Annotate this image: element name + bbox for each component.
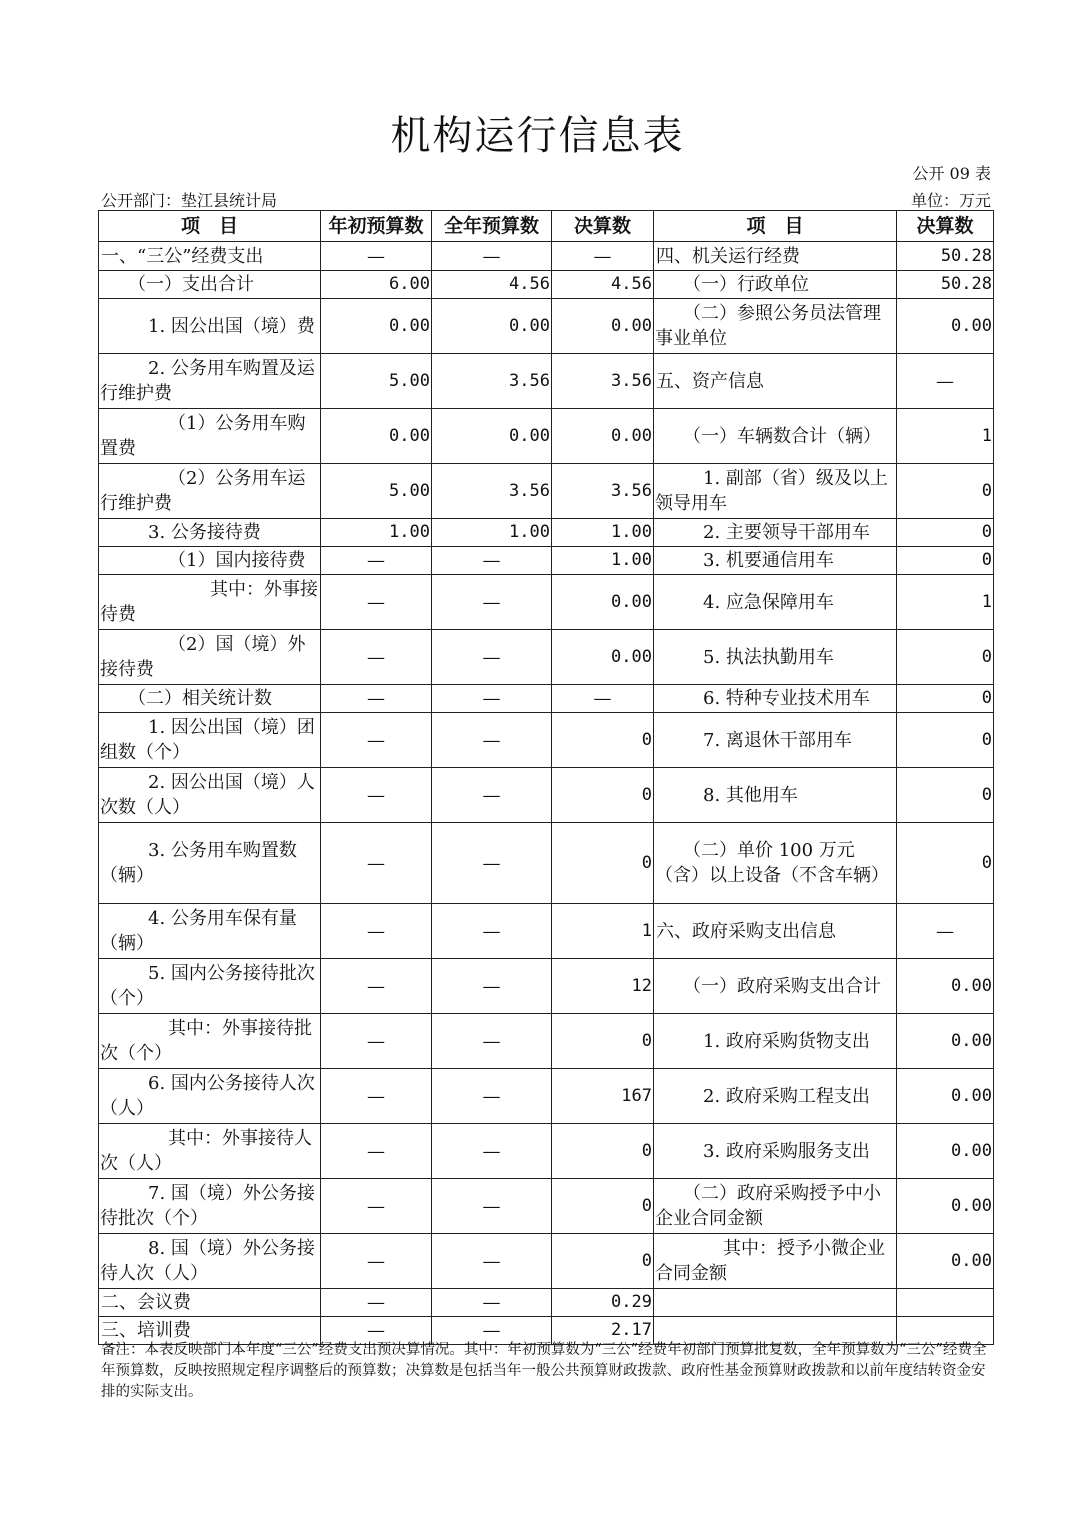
row-initial-budget: 5.00	[321, 354, 432, 409]
table-row	[99, 409, 994, 464]
row-initial-budget: —	[321, 685, 432, 713]
table-row	[99, 1289, 994, 1317]
row-item-right: 其中：授予小微企业合同金额	[654, 1234, 897, 1289]
table-row	[99, 354, 994, 409]
row-item-right: （二）单价 100 万元（含）以上设备（不含车辆）	[654, 823, 897, 904]
row-final-account: 0	[552, 1014, 654, 1069]
row-item-right: 五、资产信息	[654, 354, 897, 409]
row-initial-budget: —	[321, 1069, 432, 1124]
row-initial-budget: 5.00	[321, 464, 432, 519]
row-item-left: 6. 国内公务接待人次（人）	[99, 1069, 321, 1124]
footnote: 备注：本表反映部门本年度“三公”经费支出预决算情况。其中：年初预算数为“三公”经费年初部门预算批复数，全年预算数为“三公”经费全年预算数，反映按照规定程序调整后的预算数；决算数是包括当年一般公共预算财政拨款、政府性基金预算财政拨款和以前年度结转资金安排的实际支出。	[101, 1342, 987, 1400]
row-item-left: 3. 公务用车购置数（辆）	[99, 823, 321, 904]
row-item-right: （一）车辆数合计（辆）	[654, 409, 897, 464]
row-full-year-budget: —	[432, 685, 552, 713]
table-row	[99, 685, 994, 713]
row-item-left: 2. 因公出国（境）人次数（人）	[99, 768, 321, 823]
row-final-account: 0.00	[552, 575, 654, 630]
row-initial-budget: —	[321, 630, 432, 685]
table-row	[99, 904, 994, 959]
department-label: 公开部门：垫江县统计局	[101, 191, 278, 210]
row-final-account: 167	[552, 1069, 654, 1124]
row-item-right: 1. 副部（省）级及以上领导用车	[654, 464, 897, 519]
row-final-account: 2.17	[552, 1317, 654, 1345]
row-item-left: （1）公务用车购置费	[99, 409, 321, 464]
row-final-account-right: 0.00	[897, 1179, 994, 1234]
row-full-year-budget: 3.56	[432, 464, 552, 519]
row-full-year-budget: —	[432, 575, 552, 630]
row-initial-budget: 0.00	[321, 299, 432, 354]
row-item-right: （二）参照公务员法管理事业单位	[654, 299, 897, 354]
row-item-left: 2. 公务用车购置及运行维护费	[99, 354, 321, 409]
row-full-year-budget: 1.00	[432, 519, 552, 547]
row-full-year-budget: —	[432, 1014, 552, 1069]
row-final-account-right: 0.00	[897, 1124, 994, 1179]
row-final-account: 0	[552, 1234, 654, 1289]
row-initial-budget: —	[321, 1234, 432, 1289]
row-full-year-budget: —	[432, 823, 552, 904]
row-item-left: 7. 国（境）外公务接待批次（个）	[99, 1179, 321, 1234]
row-full-year-budget: —	[432, 630, 552, 685]
row-item-left: 其中：外事接待费	[99, 575, 321, 630]
row-final-account-right: 50.28	[897, 242, 994, 271]
unit-label: 单位：万元	[910, 191, 991, 210]
row-final-account: 0	[552, 1179, 654, 1234]
header-final-account-right: 决算数	[897, 211, 994, 242]
row-full-year-budget: —	[432, 242, 552, 271]
row-item-right: （一）行政单位	[654, 271, 897, 299]
row-final-account: —	[552, 242, 654, 271]
table-row	[99, 713, 994, 768]
row-initial-budget: 1.00	[321, 519, 432, 547]
row-initial-budget: —	[321, 1124, 432, 1179]
row-full-year-budget: —	[432, 1289, 552, 1317]
row-initial-budget: —	[321, 959, 432, 1014]
row-final-account: 0	[552, 768, 654, 823]
row-item-right: 3. 机要通信用车	[654, 547, 897, 575]
row-final-account: 0.00	[552, 409, 654, 464]
row-final-account-right	[897, 1289, 994, 1317]
row-final-account-right: 0.00	[897, 1014, 994, 1069]
table-row	[99, 768, 994, 823]
table-row	[99, 575, 994, 630]
row-final-account: 0.00	[552, 630, 654, 685]
row-final-account: 1.00	[552, 519, 654, 547]
header-full-year-budget: 全年预算数	[432, 211, 552, 242]
row-final-account-right: 0	[897, 519, 994, 547]
row-final-account-right: 0	[897, 768, 994, 823]
row-final-account: 0	[552, 823, 654, 904]
table-row	[99, 299, 994, 354]
row-item-right: 6. 特种专业技术用车	[654, 685, 897, 713]
row-final-account: 0	[552, 713, 654, 768]
row-initial-budget: —	[321, 547, 432, 575]
header-item-right: 项 目	[654, 211, 897, 242]
row-item-left: 其中：外事接待人次（人）	[99, 1124, 321, 1179]
row-final-account: 3.56	[552, 354, 654, 409]
row-item-right: 2. 政府采购工程支出	[654, 1069, 897, 1124]
row-item-right: 2. 主要领导干部用车	[654, 519, 897, 547]
row-item-right	[654, 1289, 897, 1317]
header-final-account: 决算数	[552, 211, 654, 242]
row-item-right: （二）政府采购授予中小企业合同金额	[654, 1179, 897, 1234]
info-table	[98, 210, 994, 1345]
table-row	[99, 630, 994, 685]
row-initial-budget: —	[321, 242, 432, 271]
row-initial-budget: —	[321, 1289, 432, 1317]
row-full-year-budget: —	[432, 1234, 552, 1289]
row-final-account-right: 50.28	[897, 271, 994, 299]
row-final-account-right: 0	[897, 464, 994, 519]
row-item-right: 7. 离退休干部用车	[654, 713, 897, 768]
table-row	[99, 823, 994, 904]
row-initial-budget: —	[321, 904, 432, 959]
row-item-left: （2）公务用车运行维护费	[99, 464, 321, 519]
row-full-year-budget: —	[432, 713, 552, 768]
row-final-account: 12	[552, 959, 654, 1014]
row-item-left: （2）国（境）外接待费	[99, 630, 321, 685]
row-final-account-right: 1	[897, 409, 994, 464]
row-item-right: 四、机关运行经费	[654, 242, 897, 271]
row-item-right: 3. 政府采购服务支出	[654, 1124, 897, 1179]
row-full-year-budget: 0.00	[432, 299, 552, 354]
row-final-account-right: 0	[897, 685, 994, 713]
table-header-row	[99, 211, 994, 242]
row-item-right: 1. 政府采购货物支出	[654, 1014, 897, 1069]
row-full-year-budget: 4.56	[432, 271, 552, 299]
row-initial-budget: —	[321, 768, 432, 823]
row-final-account: 0.29	[552, 1289, 654, 1317]
row-final-account: 0	[552, 1124, 654, 1179]
row-initial-budget: —	[321, 1014, 432, 1069]
row-item-left: （1）国内接待费	[99, 547, 321, 575]
row-final-account: 1	[552, 904, 654, 959]
table-row	[99, 1124, 994, 1179]
form-code: 公开 09 表	[912, 164, 991, 183]
row-final-account-right: 0.00	[897, 1069, 994, 1124]
row-item-left: （一）支出合计	[99, 271, 321, 299]
table-row	[99, 1069, 994, 1124]
row-final-account-right: 0.00	[897, 299, 994, 354]
row-full-year-budget: —	[432, 1124, 552, 1179]
row-full-year-budget: —	[432, 768, 552, 823]
row-initial-budget: —	[321, 823, 432, 904]
row-item-right: 六、政府采购支出信息	[654, 904, 897, 959]
row-initial-budget: 0.00	[321, 409, 432, 464]
row-item-left: 3. 公务接待费	[99, 519, 321, 547]
row-item-left: 二、会议费	[99, 1289, 321, 1317]
row-item-left: 8. 国（境）外公务接待人次（人）	[99, 1234, 321, 1289]
row-full-year-budget: —	[432, 1317, 552, 1345]
row-full-year-budget: —	[432, 1069, 552, 1124]
row-final-account: 4.56	[552, 271, 654, 299]
table-row	[99, 519, 994, 547]
row-initial-budget: —	[321, 1317, 432, 1345]
row-item-right: 5. 执法执勤用车	[654, 630, 897, 685]
row-initial-budget: —	[321, 1179, 432, 1234]
row-item-left: 三、培训费	[99, 1317, 321, 1345]
row-item-left: （二）相关统计数	[99, 685, 321, 713]
row-full-year-budget: —	[432, 959, 552, 1014]
table-row	[99, 271, 994, 299]
row-full-year-budget: 3.56	[432, 354, 552, 409]
table-row	[99, 1234, 994, 1289]
row-final-account: 0.00	[552, 299, 654, 354]
row-final-account-right: 1	[897, 575, 994, 630]
row-full-year-budget: 0.00	[432, 409, 552, 464]
row-final-account-right: 0	[897, 547, 994, 575]
row-final-account-right: 0.00	[897, 1234, 994, 1289]
row-final-account: —	[552, 685, 654, 713]
row-item-left: 其中：外事接待批次（个）	[99, 1014, 321, 1069]
row-final-account-right: 0	[897, 630, 994, 685]
table-row	[99, 959, 994, 1014]
page-title: 机构运行信息表	[390, 113, 685, 159]
row-item-left: 1. 因公出国（境）费	[99, 299, 321, 354]
header-initial-budget: 年初预算数	[321, 211, 432, 242]
row-full-year-budget: —	[432, 547, 552, 575]
row-item-right: （一）政府采购支出合计	[654, 959, 897, 1014]
table-row	[99, 1014, 994, 1069]
row-item-left: 一、“三公”经费支出	[99, 242, 321, 271]
row-final-account-right: —	[897, 354, 994, 409]
table-row	[99, 547, 994, 575]
row-final-account: 1.00	[552, 547, 654, 575]
table-row	[99, 242, 994, 271]
table-row	[99, 464, 994, 519]
table-row	[99, 1179, 994, 1234]
row-final-account-right: 0	[897, 823, 994, 904]
row-item-left: 4. 公务用车保有量（辆）	[99, 904, 321, 959]
row-final-account-right: —	[897, 904, 994, 959]
row-final-account: 3.56	[552, 464, 654, 519]
row-full-year-budget: —	[432, 1179, 552, 1234]
row-final-account-right: 0.00	[897, 959, 994, 1014]
row-final-account-right: 0	[897, 713, 994, 768]
row-item-right: 4. 应急保障用车	[654, 575, 897, 630]
row-item-left: 5. 国内公务接待批次（个）	[99, 959, 321, 1014]
row-full-year-budget: —	[432, 904, 552, 959]
row-initial-budget: —	[321, 575, 432, 630]
header-item-left: 项 目	[99, 211, 321, 242]
row-item-left: 1. 因公出国（境）团组数（个）	[99, 713, 321, 768]
row-initial-budget: 6.00	[321, 271, 432, 299]
row-initial-budget: —	[321, 713, 432, 768]
row-item-right: 8. 其他用车	[654, 768, 897, 823]
